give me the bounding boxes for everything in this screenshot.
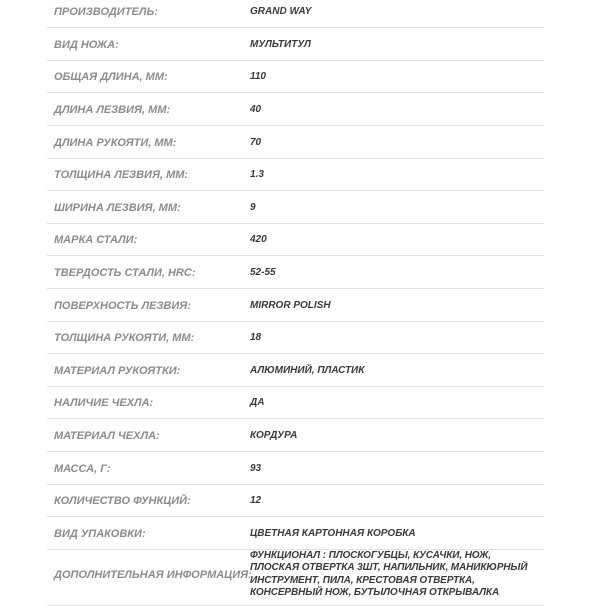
spec-label: МАССА, Г: bbox=[54, 462, 111, 475]
spec-value: 18 bbox=[250, 332, 262, 343]
spec-label: МАРКА СТАЛИ: bbox=[54, 233, 138, 246]
spec-label: ДЛИНА РУКОЯТИ, ММ: bbox=[54, 136, 177, 149]
spec-value: 70 bbox=[250, 137, 262, 148]
spec-label: МАТЕРИАЛ ЧЕХЛА: bbox=[54, 429, 160, 442]
spec-label: ОБЩАЯ ДЛИНА, ММ: bbox=[54, 70, 168, 83]
spec-row-blade-width bbox=[47, 192, 544, 224]
spec-label: ДОПОЛНИТЕЛЬНАЯ ИНФОРМАЦИЯ: bbox=[54, 568, 252, 581]
spec-row-steel-hardness bbox=[47, 257, 544, 289]
spec-label: НАЛИЧИЕ ЧЕХЛА: bbox=[54, 396, 154, 409]
spec-value: ФУНКЦИОНАЛ : ПЛОСКОГУБЦЫ, КУСАЧКИ, НОЖ, ПЛОСКАЯ ОТВЕРТКА 3ШТ, НАПИЛЬНИК, МАНИКЮРНЫЙ ИНСТРУМЕНТ, ПИЛА, КРЕСТОВАЯ ОТВЕРТКА, КОНСЕРВНЫЙ НОЖ, БУТЫЛОЧНАЯ ОТКРЫВАЛКА bbox=[250, 549, 528, 598]
spec-row-blade-thickness bbox=[47, 159, 544, 191]
spec-label: ВИД НОЖА: bbox=[54, 38, 119, 51]
spec-label: ПРОИЗВОДИТЕЛЬ: bbox=[54, 5, 158, 18]
spec-value: 110 bbox=[250, 71, 266, 82]
spec-row-steel-grade bbox=[47, 224, 544, 256]
spec-value: КОРДУРА bbox=[250, 430, 298, 441]
spec-label: КОЛИЧЕСТВО ФУНКЦИЙ: bbox=[54, 494, 191, 507]
spec-label: МАТЕРИАЛ РУКОЯТКИ: bbox=[54, 364, 181, 377]
spec-label: ДЛИНА ЛЕЗВИЯ, ММ: bbox=[54, 103, 171, 116]
spec-row-blade-length bbox=[47, 94, 544, 126]
spec-label: ТВЕРДОСТЬ СТАЛИ, HRC: bbox=[54, 266, 196, 279]
spec-value: MIRROR POLISH bbox=[250, 300, 331, 311]
spec-value: 12 bbox=[250, 495, 262, 506]
spec-row-overall-length bbox=[47, 61, 544, 93]
spec-value: 9 bbox=[250, 202, 256, 213]
spec-label: ТОЛЩИНА ЛЕЗВИЯ, ММ: bbox=[54, 168, 189, 181]
spec-label: ВИД УПАКОВКИ: bbox=[54, 527, 146, 540]
spec-row-handle-length bbox=[47, 127, 544, 159]
spec-value: ДА bbox=[250, 397, 265, 408]
spec-row-additional-info bbox=[47, 544, 544, 606]
spec-row-handle-thickness bbox=[47, 322, 544, 354]
spec-label: ТОЛЩИНА РУКОЯТИ, ММ: bbox=[54, 331, 195, 344]
spec-value: GRAND WAY bbox=[250, 6, 312, 17]
spec-row-sheath-included bbox=[47, 387, 544, 419]
spec-row-handle-material bbox=[47, 355, 544, 387]
spec-value: МУЛЬТИТУЛ bbox=[250, 39, 311, 50]
spec-row-function-count bbox=[47, 485, 544, 517]
spec-value: 420 bbox=[250, 234, 267, 245]
spec-label: ПОВЕРХНОСТЬ ЛЕЗВИЯ: bbox=[54, 299, 191, 312]
spec-row-blade-finish bbox=[47, 290, 544, 322]
spec-value: 93 bbox=[250, 463, 262, 474]
spec-row-knife-type bbox=[47, 29, 544, 61]
spec-row-sheath-material bbox=[47, 420, 544, 452]
spec-value: ЦВЕТНАЯ КАРТОННАЯ КОРОБКА bbox=[250, 528, 416, 539]
spec-value: 40 bbox=[250, 104, 262, 115]
spec-row-manufacturer bbox=[47, 0, 544, 28]
spec-value: 52-55 bbox=[250, 267, 276, 278]
spec-label: ШИРИНА ЛЕЗВИЯ, ММ: bbox=[54, 201, 181, 214]
spec-value: 1.3 bbox=[250, 169, 264, 180]
spec-row-weight bbox=[47, 453, 544, 485]
spec-value: АЛЮМИНИЙ, ПЛАСТИК bbox=[250, 365, 365, 376]
